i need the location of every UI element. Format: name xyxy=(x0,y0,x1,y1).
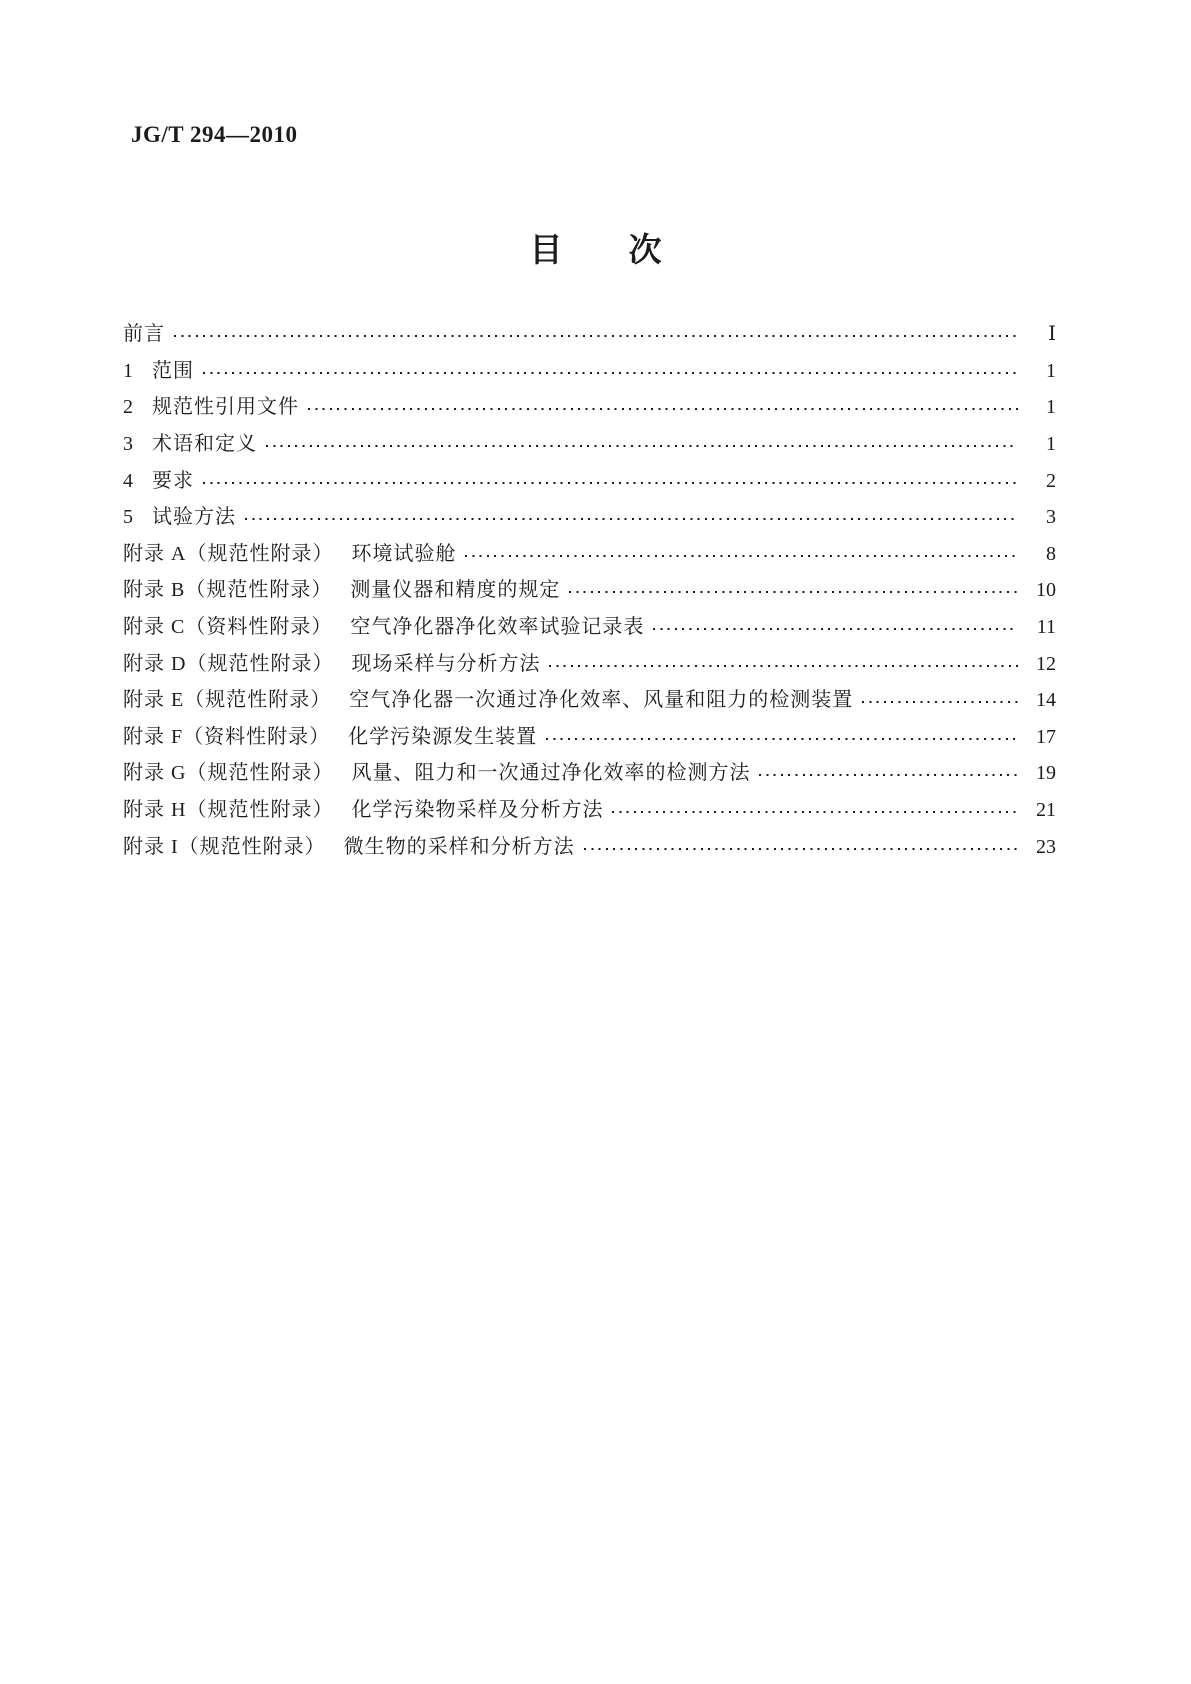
toc-entry-page: 8 xyxy=(1046,542,1056,565)
toc-list xyxy=(123,316,1056,865)
toc-entry-label: 附录 C（资料性附录） xyxy=(123,616,333,639)
toc-entry-page: 11 xyxy=(1036,616,1056,639)
toc-entry-page: 12 xyxy=(1036,652,1056,675)
toc-entry-title: 现场采样与分析方法 xyxy=(351,652,541,675)
toc-entry-label: 附录 F（资料性附录） xyxy=(123,725,331,748)
dotted-leader xyxy=(203,482,1018,484)
toc-entry-page: 1 xyxy=(1046,359,1056,382)
dotted-leader xyxy=(266,445,1018,447)
dotted-leader xyxy=(549,665,1018,667)
dotted-leader xyxy=(612,811,1018,813)
toc-entry xyxy=(123,792,1056,829)
toc-entry-title: 测量仪器和精度的规定 xyxy=(350,579,561,602)
toc-entry-label: 2 xyxy=(123,396,134,419)
toc-entry-label: 1 xyxy=(123,359,134,382)
toc-entry-label: 4 xyxy=(123,469,134,492)
toc-entry xyxy=(123,755,1056,792)
dotted-leader xyxy=(174,335,1018,337)
toc-entry-label: 附录 A（规范性附录） xyxy=(123,542,334,565)
toc-entry-page: 1 xyxy=(1046,433,1056,456)
toc-entry xyxy=(123,316,1056,353)
toc-entry-page: 23 xyxy=(1036,835,1056,858)
toc-entry-page: 10 xyxy=(1036,579,1056,602)
toc-entry-label: 3 xyxy=(123,433,134,456)
toc-entry-label: 前言 xyxy=(123,323,165,346)
toc-entry-title: 化学污染源发生装置 xyxy=(348,725,538,748)
toc-entry xyxy=(123,609,1056,646)
toc-entry-page: 3 xyxy=(1046,506,1056,529)
toc-entry xyxy=(123,682,1056,719)
toc-entry-label: 附录 B（规范性附录） xyxy=(123,579,333,602)
dotted-leader xyxy=(584,848,1018,850)
toc-entry xyxy=(123,536,1056,573)
toc-entry-title: 风量、阻力和一次通过净化效率的检测方法 xyxy=(351,762,751,785)
dotted-leader xyxy=(759,774,1018,776)
toc-entry-page: 2 xyxy=(1046,469,1056,492)
toc-entry-page: 14 xyxy=(1036,689,1056,712)
toc-entry xyxy=(123,719,1056,756)
toc-entry-label: 附录 H（规范性附录） xyxy=(123,799,334,822)
toc-entry xyxy=(123,389,1056,426)
toc-entry xyxy=(123,572,1056,609)
toc-entry-page: 19 xyxy=(1036,762,1056,785)
toc-entry-title: 环境试验舱 xyxy=(351,542,457,565)
toc-entry-label: 附录 D（规范性附录） xyxy=(123,652,334,675)
toc-entry-title: 空气净化器净化效率试验记录表 xyxy=(350,616,645,639)
page-title: 目 次 xyxy=(529,230,662,269)
toc-entry-page: 1 xyxy=(1046,396,1056,419)
dotted-leader xyxy=(465,555,1018,557)
dotted-leader xyxy=(569,591,1018,593)
toc-entry xyxy=(123,499,1056,536)
standard-number: JG/T 294—2010 xyxy=(131,122,298,147)
dotted-leader xyxy=(546,738,1018,740)
toc-entry xyxy=(123,645,1056,682)
toc-entry-title: 术语和定义 xyxy=(152,433,257,456)
toc-entry-title: 要求 xyxy=(152,469,194,492)
toc-entry-label: 附录 G（规范性附录） xyxy=(123,762,334,785)
dotted-leader xyxy=(653,628,1018,630)
dotted-leader xyxy=(308,408,1018,410)
toc-entry-title: 范围 xyxy=(152,359,194,382)
dotted-leader xyxy=(245,518,1018,520)
toc-entry xyxy=(123,353,1056,390)
toc-entry-title: 空气净化器一次通过净化效率、风量和阻力的检测装置 xyxy=(349,689,854,712)
toc-entry xyxy=(123,828,1056,865)
toc-entry xyxy=(123,462,1056,499)
toc-entry-title: 试验方法 xyxy=(152,506,236,529)
toc-entry-title: 规范性引用文件 xyxy=(152,396,299,419)
dotted-leader xyxy=(862,701,1018,703)
toc-entry-title: 微生物的采样和分析方法 xyxy=(343,835,575,858)
toc-entry-label: 附录 I（规范性附录） xyxy=(123,835,326,858)
toc-entry-page: Ⅰ xyxy=(1048,323,1056,346)
toc-entry-label: 5 xyxy=(123,506,134,529)
toc-entry-page: 17 xyxy=(1036,725,1056,748)
dotted-leader xyxy=(203,372,1018,374)
toc-entry-page: 21 xyxy=(1036,799,1056,822)
toc-entry-title: 化学污染物采样及分析方法 xyxy=(351,799,604,822)
toc-entry-label: 附录 E（规范性附录） xyxy=(123,689,332,712)
toc-entry xyxy=(123,426,1056,463)
